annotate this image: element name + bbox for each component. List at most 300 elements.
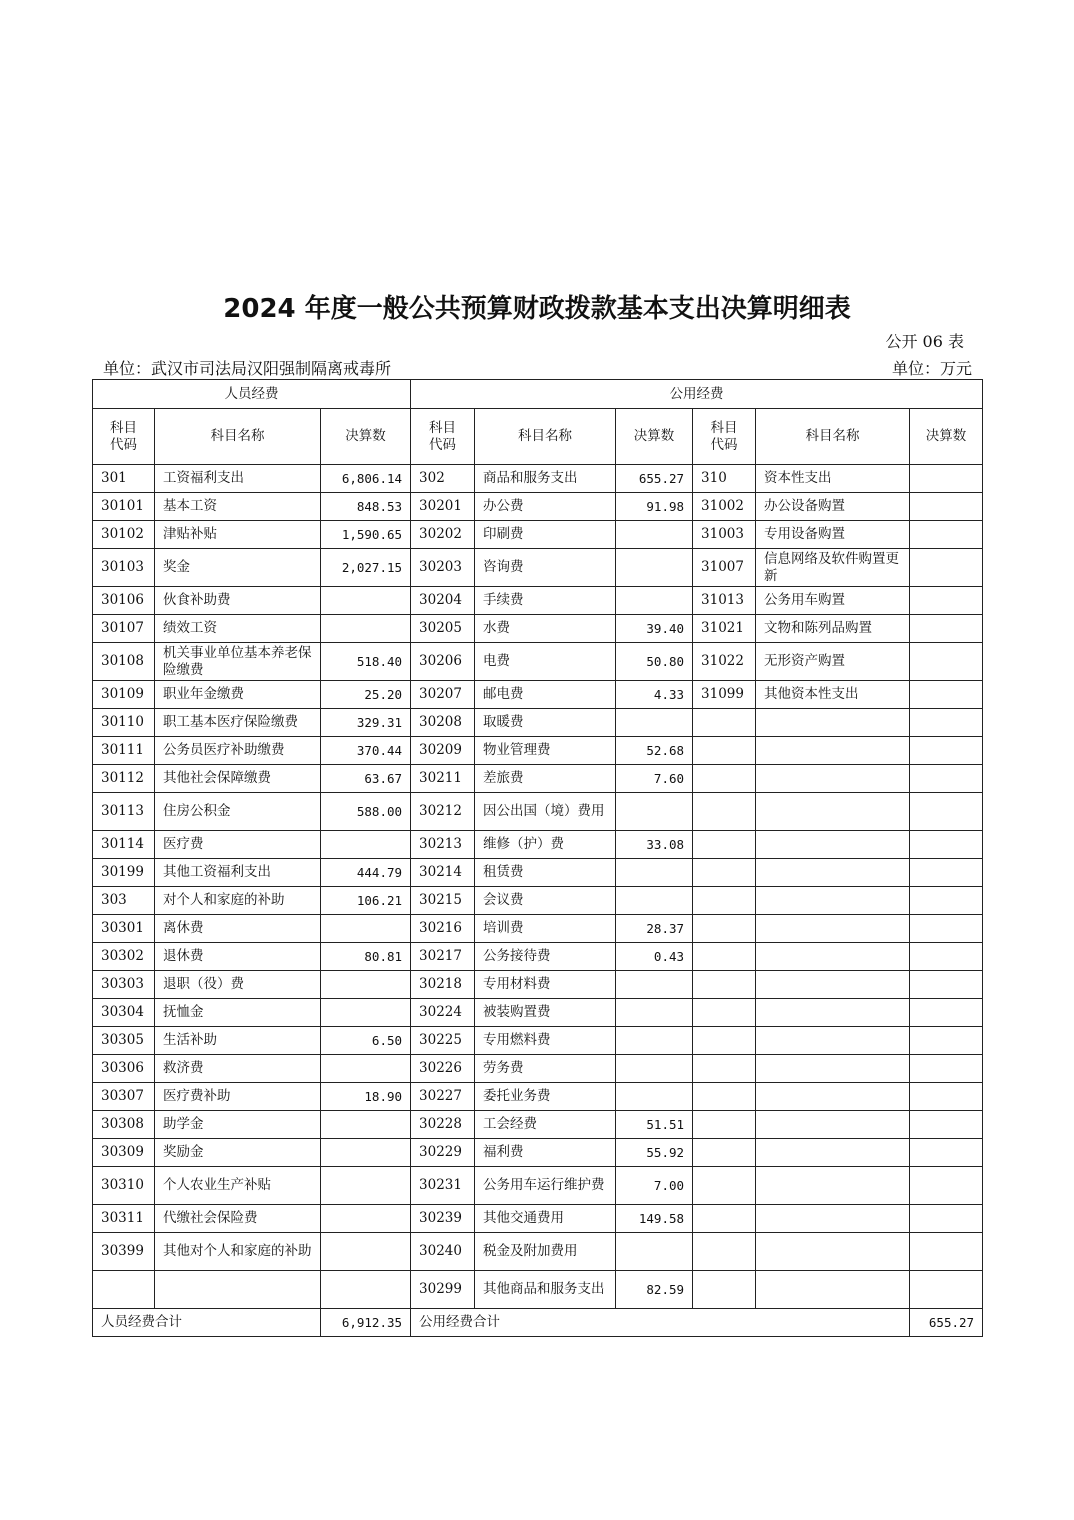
personnel-amount-cell: 848.53 [321, 493, 411, 521]
goods-amount-cell: 28.37 [616, 915, 693, 943]
capital-amount-cell [910, 765, 983, 793]
capital-name-cell [756, 1055, 910, 1083]
personnel-amount-cell [321, 831, 411, 859]
capital-name-cell: 文物和陈列品购置 [756, 615, 910, 643]
section-header-public: 公用经费 [411, 380, 983, 409]
personnel-amount-cell: 329.31 [321, 709, 411, 737]
personnel-name-cell: 基本工资 [155, 493, 321, 521]
column-header-name: 科目名称 [155, 409, 321, 465]
personnel-name-cell: 代缴社会保险费 [155, 1205, 321, 1233]
goods-amount-cell [616, 1233, 693, 1271]
table-row [93, 793, 983, 831]
capital-code-cell: 31099 [693, 681, 756, 709]
goods-name-cell: 公务用车运行维护费 [475, 1167, 616, 1205]
personnel-amount-cell [321, 999, 411, 1027]
goods-name-cell: 福利费 [475, 1139, 616, 1167]
goods-code-cell: 30215 [411, 887, 475, 915]
goods-name-cell: 被装购置费 [475, 999, 616, 1027]
column-header-name: 科目名称 [475, 409, 616, 465]
column-header-amount: 决算数 [616, 409, 693, 465]
personnel-total-label: 人员经费合计 [93, 1309, 321, 1337]
capital-amount-cell [910, 681, 983, 709]
capital-code-cell [693, 915, 756, 943]
capital-amount-cell [910, 615, 983, 643]
capital-code-cell [693, 859, 756, 887]
goods-code-cell: 302 [411, 465, 475, 493]
capital-code-cell: 31013 [693, 587, 756, 615]
capital-name-cell [756, 859, 910, 887]
goods-amount-cell [616, 1055, 693, 1083]
goods-amount-cell [616, 887, 693, 915]
goods-name-cell: 差旅费 [475, 765, 616, 793]
capital-code-cell [693, 737, 756, 765]
capital-name-cell [756, 999, 910, 1027]
capital-code-cell [693, 1205, 756, 1233]
personnel-amount-cell: 25.20 [321, 681, 411, 709]
goods-code-cell: 30216 [411, 915, 475, 943]
personnel-name-cell: 津贴补贴 [155, 521, 321, 549]
capital-code-cell: 31022 [693, 643, 756, 681]
personnel-name-cell: 抚恤金 [155, 999, 321, 1027]
capital-code-cell [693, 765, 756, 793]
personnel-code-cell: 30102 [93, 521, 155, 549]
personnel-name-cell: 医疗费补助 [155, 1083, 321, 1111]
goods-code-cell: 30226 [411, 1055, 475, 1083]
table-row [93, 1055, 983, 1083]
personnel-amount-cell: 80.81 [321, 943, 411, 971]
personnel-code-cell: 30101 [93, 493, 155, 521]
personnel-name-cell [155, 1271, 321, 1309]
goods-amount-cell: 39.40 [616, 615, 693, 643]
personnel-code-cell: 30111 [93, 737, 155, 765]
personnel-code-cell [93, 1271, 155, 1309]
personnel-code-cell: 30108 [93, 643, 155, 681]
personnel-name-cell: 伙食补助费 [155, 587, 321, 615]
capital-amount-cell [910, 859, 983, 887]
table-row [93, 493, 983, 521]
capital-name-cell [756, 831, 910, 859]
goods-amount-cell: 82.59 [616, 1271, 693, 1309]
column-header-name: 科目名称 [756, 409, 910, 465]
capital-code-cell [693, 1139, 756, 1167]
capital-name-cell [756, 1205, 910, 1233]
capital-amount-cell [910, 1111, 983, 1139]
goods-amount-cell [616, 1083, 693, 1111]
table-row [93, 615, 983, 643]
capital-name-cell [756, 709, 910, 737]
goods-amount-cell: 4.33 [616, 681, 693, 709]
capital-code-cell [693, 1271, 756, 1309]
capital-amount-cell [910, 1055, 983, 1083]
table-row [93, 549, 983, 587]
goods-amount-cell [616, 1027, 693, 1055]
goods-amount-cell: 50.80 [616, 643, 693, 681]
goods-code-cell: 30227 [411, 1083, 475, 1111]
personnel-amount-cell: 1,590.65 [321, 521, 411, 549]
capital-amount-cell [910, 493, 983, 521]
personnel-name-cell: 其他对个人和家庭的补助 [155, 1233, 321, 1271]
table-row [93, 709, 983, 737]
capital-code-cell [693, 1111, 756, 1139]
capital-code-cell: 31021 [693, 615, 756, 643]
capital-amount-cell [910, 643, 983, 681]
goods-name-cell: 取暖费 [475, 709, 616, 737]
personnel-amount-cell [321, 1271, 411, 1309]
table-row [93, 971, 983, 999]
table-row [93, 831, 983, 859]
table-row [93, 1233, 983, 1271]
capital-amount-cell [910, 521, 983, 549]
goods-code-cell: 30206 [411, 643, 475, 681]
table-row [93, 887, 983, 915]
personnel-name-cell: 退休费 [155, 943, 321, 971]
goods-code-cell: 30229 [411, 1139, 475, 1167]
goods-amount-cell: 91.98 [616, 493, 693, 521]
goods-code-cell: 30209 [411, 737, 475, 765]
public-total-label: 公用经费合计 [411, 1309, 910, 1337]
personnel-name-cell: 救济费 [155, 1055, 321, 1083]
goods-name-cell: 公务接待费 [475, 943, 616, 971]
personnel-code-cell: 303 [93, 887, 155, 915]
goods-name-cell: 因公出国（境）费用 [475, 793, 616, 831]
personnel-code-cell: 30113 [93, 793, 155, 831]
capital-amount-cell [910, 1167, 983, 1205]
capital-amount-cell [910, 1027, 983, 1055]
personnel-amount-cell [321, 1139, 411, 1167]
goods-name-cell: 水费 [475, 615, 616, 643]
personnel-name-cell: 其他工资福利支出 [155, 859, 321, 887]
personnel-name-cell: 机关事业单位基本养老保险缴费 [155, 643, 321, 681]
goods-code-cell: 30240 [411, 1233, 475, 1271]
capital-code-cell: 310 [693, 465, 756, 493]
personnel-amount-cell [321, 1205, 411, 1233]
capital-name-cell [756, 943, 910, 971]
capital-amount-cell [910, 1083, 983, 1111]
personnel-amount-cell: 518.40 [321, 643, 411, 681]
personnel-amount-cell: 588.00 [321, 793, 411, 831]
personnel-code-cell: 30399 [93, 1233, 155, 1271]
capital-code-cell: 31007 [693, 549, 756, 587]
goods-name-cell: 其他交通费用 [475, 1205, 616, 1233]
goods-code-cell: 30224 [411, 999, 475, 1027]
personnel-name-cell: 个人农业生产补贴 [155, 1167, 321, 1205]
goods-amount-cell: 33.08 [616, 831, 693, 859]
goods-name-cell: 邮电费 [475, 681, 616, 709]
goods-name-cell: 咨询费 [475, 549, 616, 587]
goods-name-cell: 商品和服务支出 [475, 465, 616, 493]
goods-name-cell: 电费 [475, 643, 616, 681]
table-row [93, 1271, 983, 1309]
personnel-code-cell: 301 [93, 465, 155, 493]
goods-amount-cell [616, 971, 693, 999]
capital-name-cell: 公务用车购置 [756, 587, 910, 615]
goods-code-cell: 30205 [411, 615, 475, 643]
goods-name-cell: 其他商品和服务支出 [475, 1271, 616, 1309]
personnel-code-cell: 30114 [93, 831, 155, 859]
capital-code-cell [693, 1233, 756, 1271]
goods-code-cell: 30217 [411, 943, 475, 971]
goods-name-cell: 工会经费 [475, 1111, 616, 1139]
goods-amount-cell: 149.58 [616, 1205, 693, 1233]
personnel-amount-cell [321, 971, 411, 999]
goods-code-cell: 30231 [411, 1167, 475, 1205]
capital-name-cell: 其他资本性支出 [756, 681, 910, 709]
capital-name-cell: 办公设备购置 [756, 493, 910, 521]
personnel-code-cell: 30303 [93, 971, 155, 999]
capital-code-cell [693, 1167, 756, 1205]
capital-amount-cell [910, 831, 983, 859]
capital-amount-cell [910, 737, 983, 765]
table-row [93, 765, 983, 793]
personnel-code-cell: 30304 [93, 999, 155, 1027]
personnel-code-cell: 30110 [93, 709, 155, 737]
personnel-name-cell: 公务员医疗补助缴费 [155, 737, 321, 765]
goods-amount-cell: 0.43 [616, 943, 693, 971]
capital-amount-cell [910, 887, 983, 915]
goods-amount-cell: 7.00 [616, 1167, 693, 1205]
capital-amount-cell [910, 915, 983, 943]
goods-code-cell: 30213 [411, 831, 475, 859]
goods-code-cell: 30207 [411, 681, 475, 709]
goods-name-cell: 专用燃料费 [475, 1027, 616, 1055]
page-title: 2024 年度一般公共预算财政拨款基本支出决算明细表 [223, 294, 851, 324]
personnel-name-cell: 离休费 [155, 915, 321, 943]
capital-code-cell: 31003 [693, 521, 756, 549]
personnel-code-cell: 30107 [93, 615, 155, 643]
personnel-code-cell: 30309 [93, 1139, 155, 1167]
capital-amount-cell [910, 1271, 983, 1309]
capital-name-cell [756, 915, 910, 943]
goods-code-cell: 30204 [411, 587, 475, 615]
personnel-amount-cell [321, 615, 411, 643]
capital-name-cell [756, 1167, 910, 1205]
table-row [93, 1027, 983, 1055]
capital-code-cell [693, 793, 756, 831]
table-row [93, 681, 983, 709]
table-row [93, 915, 983, 943]
goods-name-cell: 会议费 [475, 887, 616, 915]
personnel-name-cell: 对个人和家庭的补助 [155, 887, 321, 915]
goods-amount-cell: 7.60 [616, 765, 693, 793]
goods-code-cell: 30228 [411, 1111, 475, 1139]
personnel-name-cell: 工资福利支出 [155, 465, 321, 493]
goods-code-cell: 30202 [411, 521, 475, 549]
section-header-personnel: 人员经费 [93, 380, 411, 409]
column-header-amount: 决算数 [321, 409, 411, 465]
personnel-code-cell: 30112 [93, 765, 155, 793]
capital-code-cell [693, 943, 756, 971]
capital-name-cell [756, 887, 910, 915]
capital-name-cell [756, 1233, 910, 1271]
unit-currency: 单位：万元 [891, 359, 972, 378]
personnel-name-cell: 生活补助 [155, 1027, 321, 1055]
goods-amount-cell: 655.27 [616, 465, 693, 493]
personnel-code-cell: 30302 [93, 943, 155, 971]
personnel-name-cell: 退职（役）费 [155, 971, 321, 999]
goods-code-cell: 30225 [411, 1027, 475, 1055]
personnel-name-cell: 奖金 [155, 549, 321, 587]
personnel-amount-cell [321, 915, 411, 943]
goods-amount-cell [616, 549, 693, 587]
capital-name-cell [756, 1271, 910, 1309]
personnel-code-cell: 30307 [93, 1083, 155, 1111]
capital-amount-cell [910, 1205, 983, 1233]
capital-code-cell: 31002 [693, 493, 756, 521]
personnel-code-cell: 30106 [93, 587, 155, 615]
personnel-name-cell: 绩效工资 [155, 615, 321, 643]
personnel-code-cell: 30310 [93, 1167, 155, 1205]
personnel-amount-cell [321, 1055, 411, 1083]
personnel-name-cell: 奖励金 [155, 1139, 321, 1167]
personnel-name-cell: 住房公积金 [155, 793, 321, 831]
capital-code-cell [693, 887, 756, 915]
personnel-name-cell: 职业年金缴费 [155, 681, 321, 709]
capital-code-cell [693, 1055, 756, 1083]
capital-code-cell [693, 1083, 756, 1111]
goods-amount-cell [616, 587, 693, 615]
goods-amount-cell [616, 999, 693, 1027]
personnel-amount-cell [321, 1167, 411, 1205]
table-row [93, 1167, 983, 1205]
capital-code-cell [693, 709, 756, 737]
capital-code-cell [693, 831, 756, 859]
capital-amount-cell [910, 999, 983, 1027]
personnel-amount-cell: 63.67 [321, 765, 411, 793]
personnel-code-cell: 30308 [93, 1111, 155, 1139]
personnel-amount-cell: 2,027.15 [321, 549, 411, 587]
public-total-value: 655.27 [910, 1309, 983, 1337]
column-header-code: 科目 代码 [693, 409, 756, 465]
goods-code-cell: 30212 [411, 793, 475, 831]
capital-code-cell [693, 999, 756, 1027]
goods-name-cell: 劳务费 [475, 1055, 616, 1083]
personnel-name-cell: 职工基本医疗保险缴费 [155, 709, 321, 737]
capital-name-cell: 信息网络及软件购置更新 [756, 549, 910, 587]
goods-amount-cell [616, 521, 693, 549]
goods-code-cell: 30218 [411, 971, 475, 999]
capital-code-cell [693, 1027, 756, 1055]
goods-amount-cell: 55.92 [616, 1139, 693, 1167]
personnel-amount-cell [321, 1233, 411, 1271]
capital-name-cell [756, 971, 910, 999]
capital-code-cell [693, 971, 756, 999]
table-row [93, 943, 983, 971]
capital-name-cell [756, 1083, 910, 1111]
goods-amount-cell: 52.68 [616, 737, 693, 765]
personnel-code-cell: 30305 [93, 1027, 155, 1055]
capital-name-cell [756, 1111, 910, 1139]
table-number: 公开 06 表 [885, 332, 964, 351]
goods-amount-cell [616, 793, 693, 831]
personnel-code-cell: 30301 [93, 915, 155, 943]
table-row [93, 737, 983, 765]
personnel-code-cell: 30306 [93, 1055, 155, 1083]
personnel-amount-cell: 18.90 [321, 1083, 411, 1111]
capital-amount-cell [910, 465, 983, 493]
column-header-amount: 决算数 [910, 409, 983, 465]
goods-amount-cell [616, 709, 693, 737]
goods-name-cell: 维修（护）费 [475, 831, 616, 859]
table-row [93, 1083, 983, 1111]
goods-code-cell: 30211 [411, 765, 475, 793]
goods-code-cell: 30214 [411, 859, 475, 887]
column-header-code: 科目 代码 [411, 409, 475, 465]
table-row [93, 999, 983, 1027]
capital-name-cell [756, 737, 910, 765]
capital-amount-cell [910, 943, 983, 971]
capital-name-cell: 无形资产购置 [756, 643, 910, 681]
goods-code-cell: 30208 [411, 709, 475, 737]
personnel-amount-cell: 444.79 [321, 859, 411, 887]
goods-code-cell: 30299 [411, 1271, 475, 1309]
goods-amount-cell: 51.51 [616, 1111, 693, 1139]
personnel-name-cell: 助学金 [155, 1111, 321, 1139]
capital-amount-cell [910, 1139, 983, 1167]
goods-name-cell: 物业管理费 [475, 737, 616, 765]
goods-name-cell: 专用材料费 [475, 971, 616, 999]
table-row [93, 643, 983, 681]
capital-name-cell [756, 1027, 910, 1055]
capital-name-cell: 专用设备购置 [756, 521, 910, 549]
personnel-total-value: 6,912.35 [321, 1309, 411, 1337]
personnel-name-cell: 其他社会保障缴费 [155, 765, 321, 793]
goods-name-cell: 手续费 [475, 587, 616, 615]
personnel-code-cell: 30311 [93, 1205, 155, 1233]
goods-name-cell: 租赁费 [475, 859, 616, 887]
capital-amount-cell [910, 971, 983, 999]
personnel-code-cell: 30103 [93, 549, 155, 587]
personnel-name-cell: 医疗费 [155, 831, 321, 859]
personnel-code-cell: 30109 [93, 681, 155, 709]
goods-name-cell: 税金及附加费用 [475, 1233, 616, 1271]
goods-name-cell: 培训费 [475, 915, 616, 943]
personnel-amount-cell [321, 587, 411, 615]
table-row [93, 1111, 983, 1139]
table-row [93, 521, 983, 549]
personnel-amount-cell [321, 1111, 411, 1139]
capital-name-cell: 资本性支出 [756, 465, 910, 493]
table-row [93, 465, 983, 493]
table-row [93, 1205, 983, 1233]
expenditure-table [92, 379, 983, 1337]
goods-code-cell: 30239 [411, 1205, 475, 1233]
capital-amount-cell [910, 1233, 983, 1271]
goods-name-cell: 印刷费 [475, 521, 616, 549]
capital-amount-cell [910, 793, 983, 831]
capital-amount-cell [910, 709, 983, 737]
goods-name-cell: 委托业务费 [475, 1083, 616, 1111]
capital-name-cell [756, 765, 910, 793]
personnel-code-cell: 30199 [93, 859, 155, 887]
personnel-amount-cell: 6,806.14 [321, 465, 411, 493]
personnel-amount-cell: 370.44 [321, 737, 411, 765]
personnel-amount-cell: 6.50 [321, 1027, 411, 1055]
goods-code-cell: 30201 [411, 493, 475, 521]
goods-name-cell: 办公费 [475, 493, 616, 521]
capital-name-cell [756, 793, 910, 831]
column-header-code: 科目 代码 [93, 409, 155, 465]
capital-name-cell [756, 1139, 910, 1167]
goods-amount-cell [616, 859, 693, 887]
capital-amount-cell [910, 549, 983, 587]
unit-organization: 单位：武汉市司法局汉阳强制隔离戒毒所 [103, 359, 392, 378]
table-row [93, 1139, 983, 1167]
capital-amount-cell [910, 587, 983, 615]
table-row [93, 587, 983, 615]
personnel-amount-cell: 106.21 [321, 887, 411, 915]
table-row [93, 859, 983, 887]
goods-code-cell: 30203 [411, 549, 475, 587]
